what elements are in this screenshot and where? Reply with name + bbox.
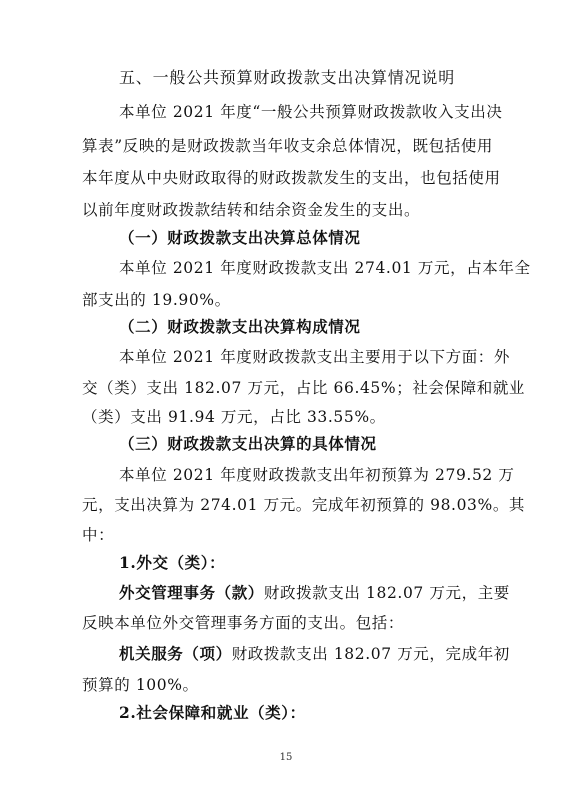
item-1-detail-1 [119, 583, 510, 603]
item-1-detail-1-label: 外交管理事务（款） [119, 583, 264, 602]
intro-line-2: 算表”反映的是财政拨款当年收支余总体情况，既包括使用 [82, 137, 494, 155]
subsection-2-line-1: 本单位 2021 年度财政拨款支出主要用于以下方面：外 [119, 348, 511, 366]
section-title: 五、一般公共预算财政拨款支出决算情况说明 [119, 68, 456, 87]
subsection-1-line-1: 本单位 2021 年度财政拨款支出 274.01 万元，占本年全 [119, 259, 531, 277]
subsection-3-line-2: 元，支出决算为 274.01 万元。完成年初预算的 98.03%。其 [82, 496, 526, 514]
item-1-detail-1-text: 财政拨款支出 182.07 万元，主要 [263, 584, 510, 602]
subsection-3-line-1: 本单位 2021 年度财政拨款支出年初预算为 279.52 万 [119, 466, 515, 484]
subsection-2-line-3: （类）支出 91.94 万元，占比 33.55%。 [82, 408, 386, 426]
item-1-detail-2-text: 财政拨款支出 182.07 万元，完成年初 [231, 645, 510, 663]
subsection-1-heading: （一）财政拨款支出决算总体情况 [119, 228, 361, 247]
subsection-2-line-2: 交（类）支出 182.07 万元，占比 66.45%；社会保障和就业 [82, 379, 526, 397]
intro-line-1: 本单位 2021 年度“一般公共预算财政拨款收入支出决 [119, 103, 503, 121]
item-1-heading: 1.外交（类）： [119, 553, 226, 572]
item-1-detail-2 [119, 644, 510, 664]
intro-line-4: 以前年度财政拨款结转和结余资金发生的支出。 [82, 201, 421, 219]
subsection-3-line-3: 中： [82, 526, 115, 544]
item-1-detail-2-label: 机关服务（项） [119, 644, 232, 663]
item-1-detail-1-line-2: 反映本单位外交管理事务方面的支出。包括： [82, 614, 405, 632]
item-1-detail-2-line-2: 预算的 100%。 [82, 676, 199, 694]
page-number: 15 [279, 752, 293, 763]
subsection-1-line-2: 部支出的 19.90%。 [82, 291, 231, 309]
intro-line-3: 本年度从中央财政取得的财政拨款发生的支出，也包括使用 [82, 169, 501, 187]
subsection-2-heading: （二）财政拨款支出决算构成情况 [119, 317, 361, 336]
subsection-3-heading: （三）财政拨款支出决算的具体情况 [119, 434, 377, 453]
item-2-heading: 2.社会保障和就业（类）： [119, 703, 306, 722]
